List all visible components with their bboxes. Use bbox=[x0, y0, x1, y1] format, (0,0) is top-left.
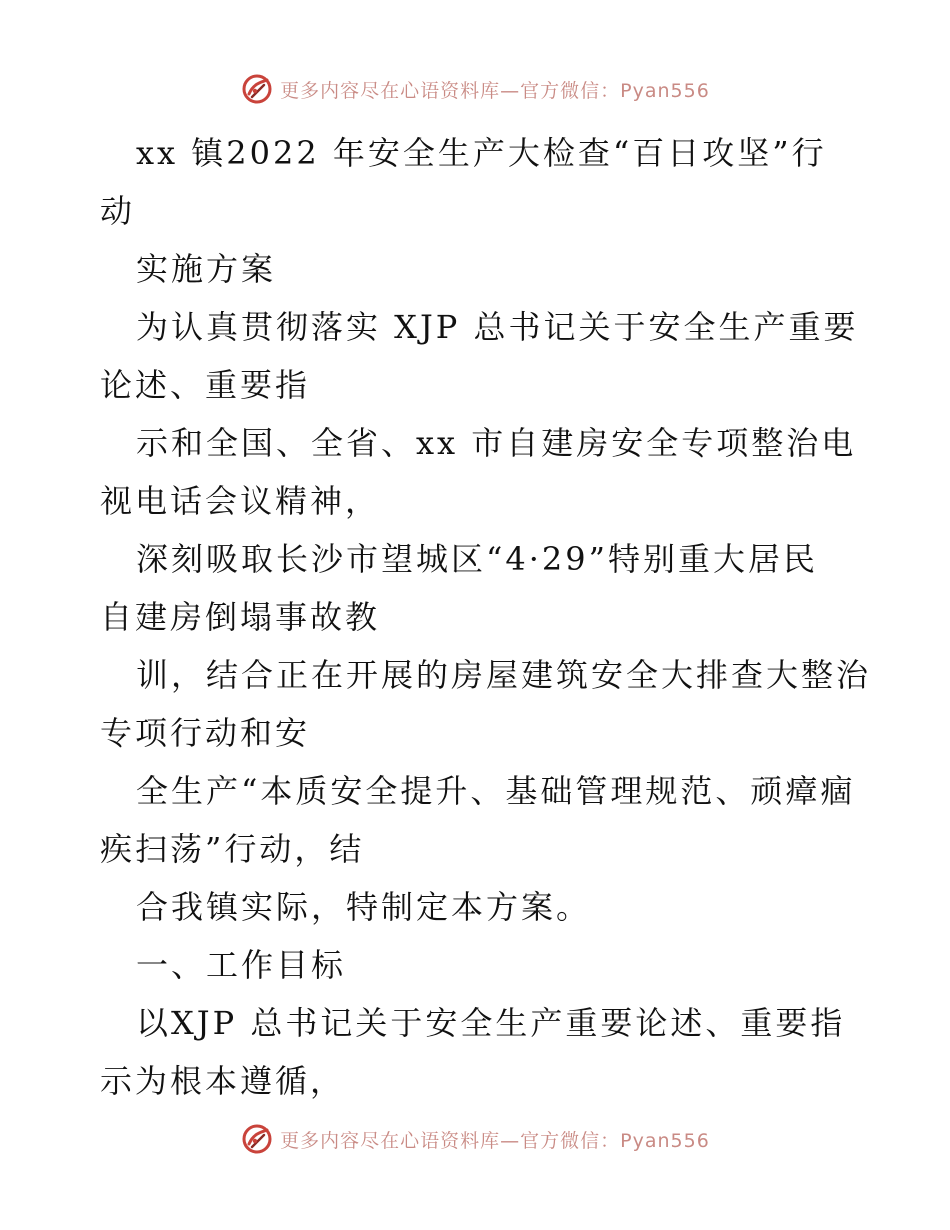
seal-logo-icon bbox=[240, 72, 274, 106]
document-line: 深刻吸取长沙市望城区“4·29”特别重大居民 bbox=[136, 540, 818, 578]
document-line: 疾扫荡”行动，结 bbox=[100, 830, 365, 868]
document-line: 全生产“本质安全提升、基础管理规范、顽瘴痼 bbox=[136, 772, 856, 810]
document-line: 视电话会议精神， bbox=[100, 482, 381, 520]
document-line: 合我镇实际，特制定本方案。 bbox=[136, 888, 592, 926]
document-line: 以XJP 总书记关于安全生产重要论述、重要指 bbox=[136, 1004, 846, 1042]
document-line: 专项行动和安 bbox=[100, 714, 311, 752]
seal-logo-icon bbox=[240, 1122, 274, 1156]
footer-watermark-text: 更多内容尽在心语资料库—官方微信：Pyan556 bbox=[280, 1129, 710, 1152]
document-line: xx 镇2022 年安全生产大检查“百日攻坚”行 bbox=[136, 134, 827, 172]
document-body bbox=[100, 124, 872, 1110]
document-line: 实施方案 bbox=[136, 250, 277, 288]
document-line: 为认真贯彻落实 XJP 总书记关于安全生产重要 bbox=[136, 308, 859, 346]
document-line: 示和全国、全省、xx 市自建房安全专项整治电 bbox=[136, 424, 857, 462]
header-watermark-text: 更多内容尽在心语资料库—官方微信：Pyan556 bbox=[280, 79, 710, 102]
document-line: 自建房倒塌事故教 bbox=[100, 598, 381, 636]
document-line: 论述、重要指 bbox=[100, 366, 311, 404]
document-line: 示为根本遵循， bbox=[100, 1062, 346, 1100]
document-line: 一、工作目标 bbox=[136, 946, 347, 984]
document-line: 训，结合正在开展的房屋建筑安全大排查大整治 bbox=[136, 656, 872, 694]
header-watermark bbox=[0, 72, 950, 106]
footer-watermark bbox=[0, 1122, 950, 1156]
document-line: 动 bbox=[100, 192, 136, 230]
